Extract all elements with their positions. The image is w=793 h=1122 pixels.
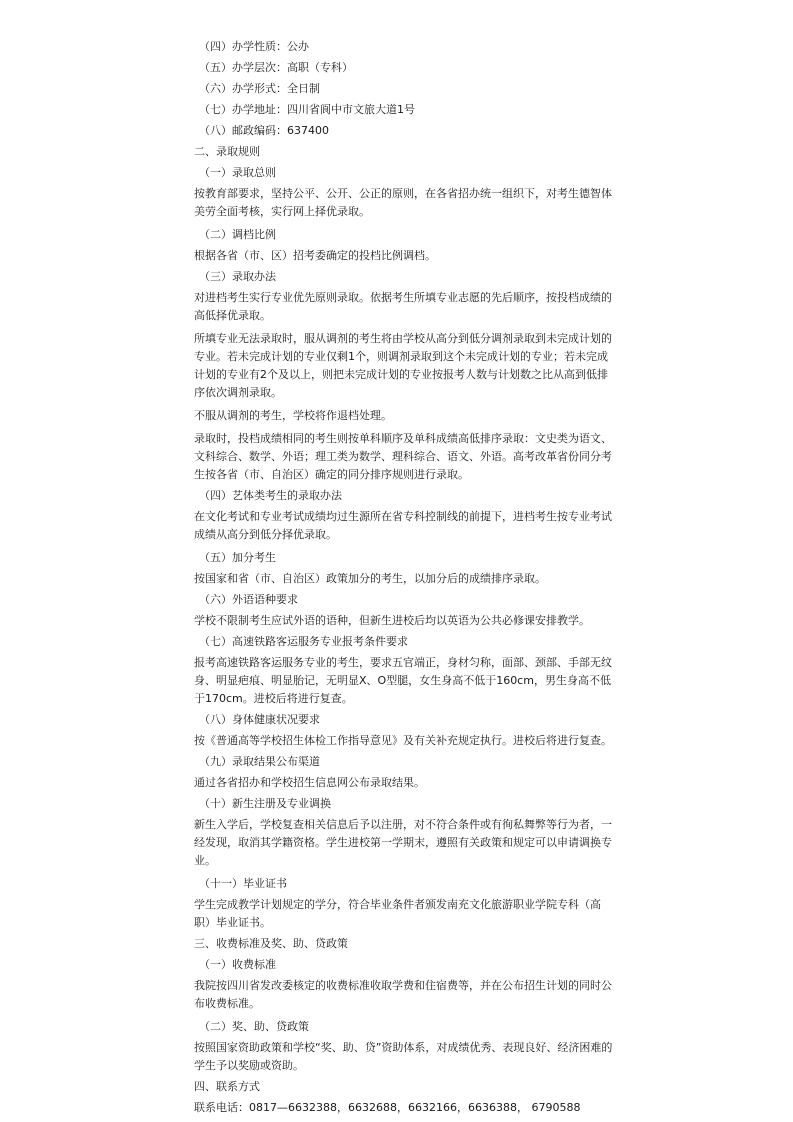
subheading-fee-standard: （一）收费标准 (199, 958, 276, 971)
school-postcode: （八）邮政编码：637400 (199, 124, 329, 137)
subheading-general: （一）录取总则 (199, 166, 276, 179)
subheading-language: （六）外语语种要求 (199, 593, 298, 606)
subheading-certificate: （十一）毕业证书 (199, 877, 287, 890)
paragraph-method-2: 所填专业无法录取时，服从调剂的考生将由学校从高分到低分调剂录取到未完成计划的专业。若未完成计划的专业仅剩1个，则调剂录取到这个未完成计划的专业；若未完成计划的专业有2个及以上，则把未完成计划的专业按报考人数与计划数之比从高到低排序依次调剂录取。 (194, 332, 612, 399)
paragraph-health: 按《普通高等学校招生体检工作指导意见》及有关补充规定执行。进校后将进行复查。 (194, 734, 612, 747)
paragraph-method-4: 录取时，投档成绩相同的考生则按单科顺序及单科成绩高低排序录取：文史类为语文、文科综合、数学、外语；理工类为数学、理科综合、语文、外语。高考改革省份同分考生按各省（市、自治区）确定的同分排序规则进行录取。 (194, 432, 612, 481)
paragraph-art: 在文化考试和专业考试成绩均过生源所在省专科控制线的前提下，进档考生按专业考试成绩从高分到低分择优录取。 (194, 510, 612, 541)
subheading-ratio: （二）调档比例 (199, 228, 276, 241)
subheading-method: （三）录取办法 (199, 270, 276, 283)
school-nature: （四）办学性质：公办 (199, 40, 309, 53)
paragraph-method-3: 不服从调剂的考生，学校将作退档处理。 (194, 409, 392, 422)
subheading-register: （十）新生注册及专业调换 (199, 797, 331, 810)
paragraph-certificate: 学生完成教学计划规定的学分，符合毕业条件者颁发南充文化旅游职业学院专科（高职）毕业证书。 (194, 898, 601, 929)
school-form: （六）办学形式：全日制 (199, 82, 320, 95)
subheading-bonus: （五）加分考生 (199, 551, 276, 564)
document-page (194, 38, 614, 1117)
paragraph-language: 学校不限制考生应试外语的语种，但新生进校后均以英语为公共必修课安排教学。 (194, 614, 590, 627)
paragraph-method-1: 对进档考生实行专业优先原则录取。依据考生所填专业志愿的先后顺序，按投档成绩的高低择优录取。 (194, 291, 612, 322)
section-heading-contact: 四、联系方式 (194, 1080, 260, 1093)
subheading-art: （四）艺体类考生的录取办法 (199, 489, 342, 502)
section-heading-fees: 三、收费标准及奖、助、贷政策 (194, 937, 348, 950)
subheading-railway: （七）高速铁路客运服务专业报考条件要求 (199, 635, 408, 648)
subheading-aid: （二）奖、助、贷政策 (199, 1020, 309, 1033)
paragraph-fee-standard: 我院按四川省发改委核定的收费标准收取学费和住宿费等，并在公布招生计划的同时公布收费标准。 (194, 979, 612, 1010)
paragraph-aid: 按照国家资助政策和学校“奖、助、贷”资助体系，对成绩优秀、表现良好、经济困难的学生予以奖励或资助。 (194, 1041, 613, 1072)
paragraph-register: 新生入学后，学校复查相关信息后予以注册，对不符合条件或有徇私舞弊等行为者，一经发现，取消其学籍资格。学生进校第一学期末，遵照有关政策和规定可以申请调换专业。 (194, 818, 612, 867)
school-level: （五）办学层次：高职（专科） (199, 61, 353, 74)
paragraph-publish: 通过各省招办和学校招生信息网公布录取结果。 (194, 776, 425, 789)
subheading-health: （八）身体健康状况要求 (199, 713, 320, 726)
paragraph-bonus: 按国家和省（市、自治区）政策加分的考生，以加分后的成绩排序录取。 (194, 572, 546, 585)
paragraph-railway: 报考高速铁路客运服务专业的考生，要求五官端正，身材匀称，面部、颈部、手部无纹身、明显疤痕、明显胎记，无明显X、O型腿，女生身高不低于160cm，男生身高不低于170cm。进校后将进行复查。 (194, 656, 612, 705)
school-address: （七）办学地址：四川省阆中市文旅大道1号 (199, 103, 415, 116)
subheading-publish: （九）录取结果公布渠道 (199, 755, 320, 768)
paragraph-general: 按教育部要求，坚持公平、公开、公正的原则，在各省招办统一组织下，对考生德智体美劳全面考核，实行网上择优录取。 (194, 187, 612, 218)
paragraph-ratio: 根据各省（市、区）招考委确定的投档比例调档。 (194, 249, 436, 262)
contact-phone: 联系电话：0817—6632388，6632688，6632166，6636388， 6790588 (194, 1101, 581, 1114)
section-heading-rules: 二、录取规则 (194, 145, 260, 158)
